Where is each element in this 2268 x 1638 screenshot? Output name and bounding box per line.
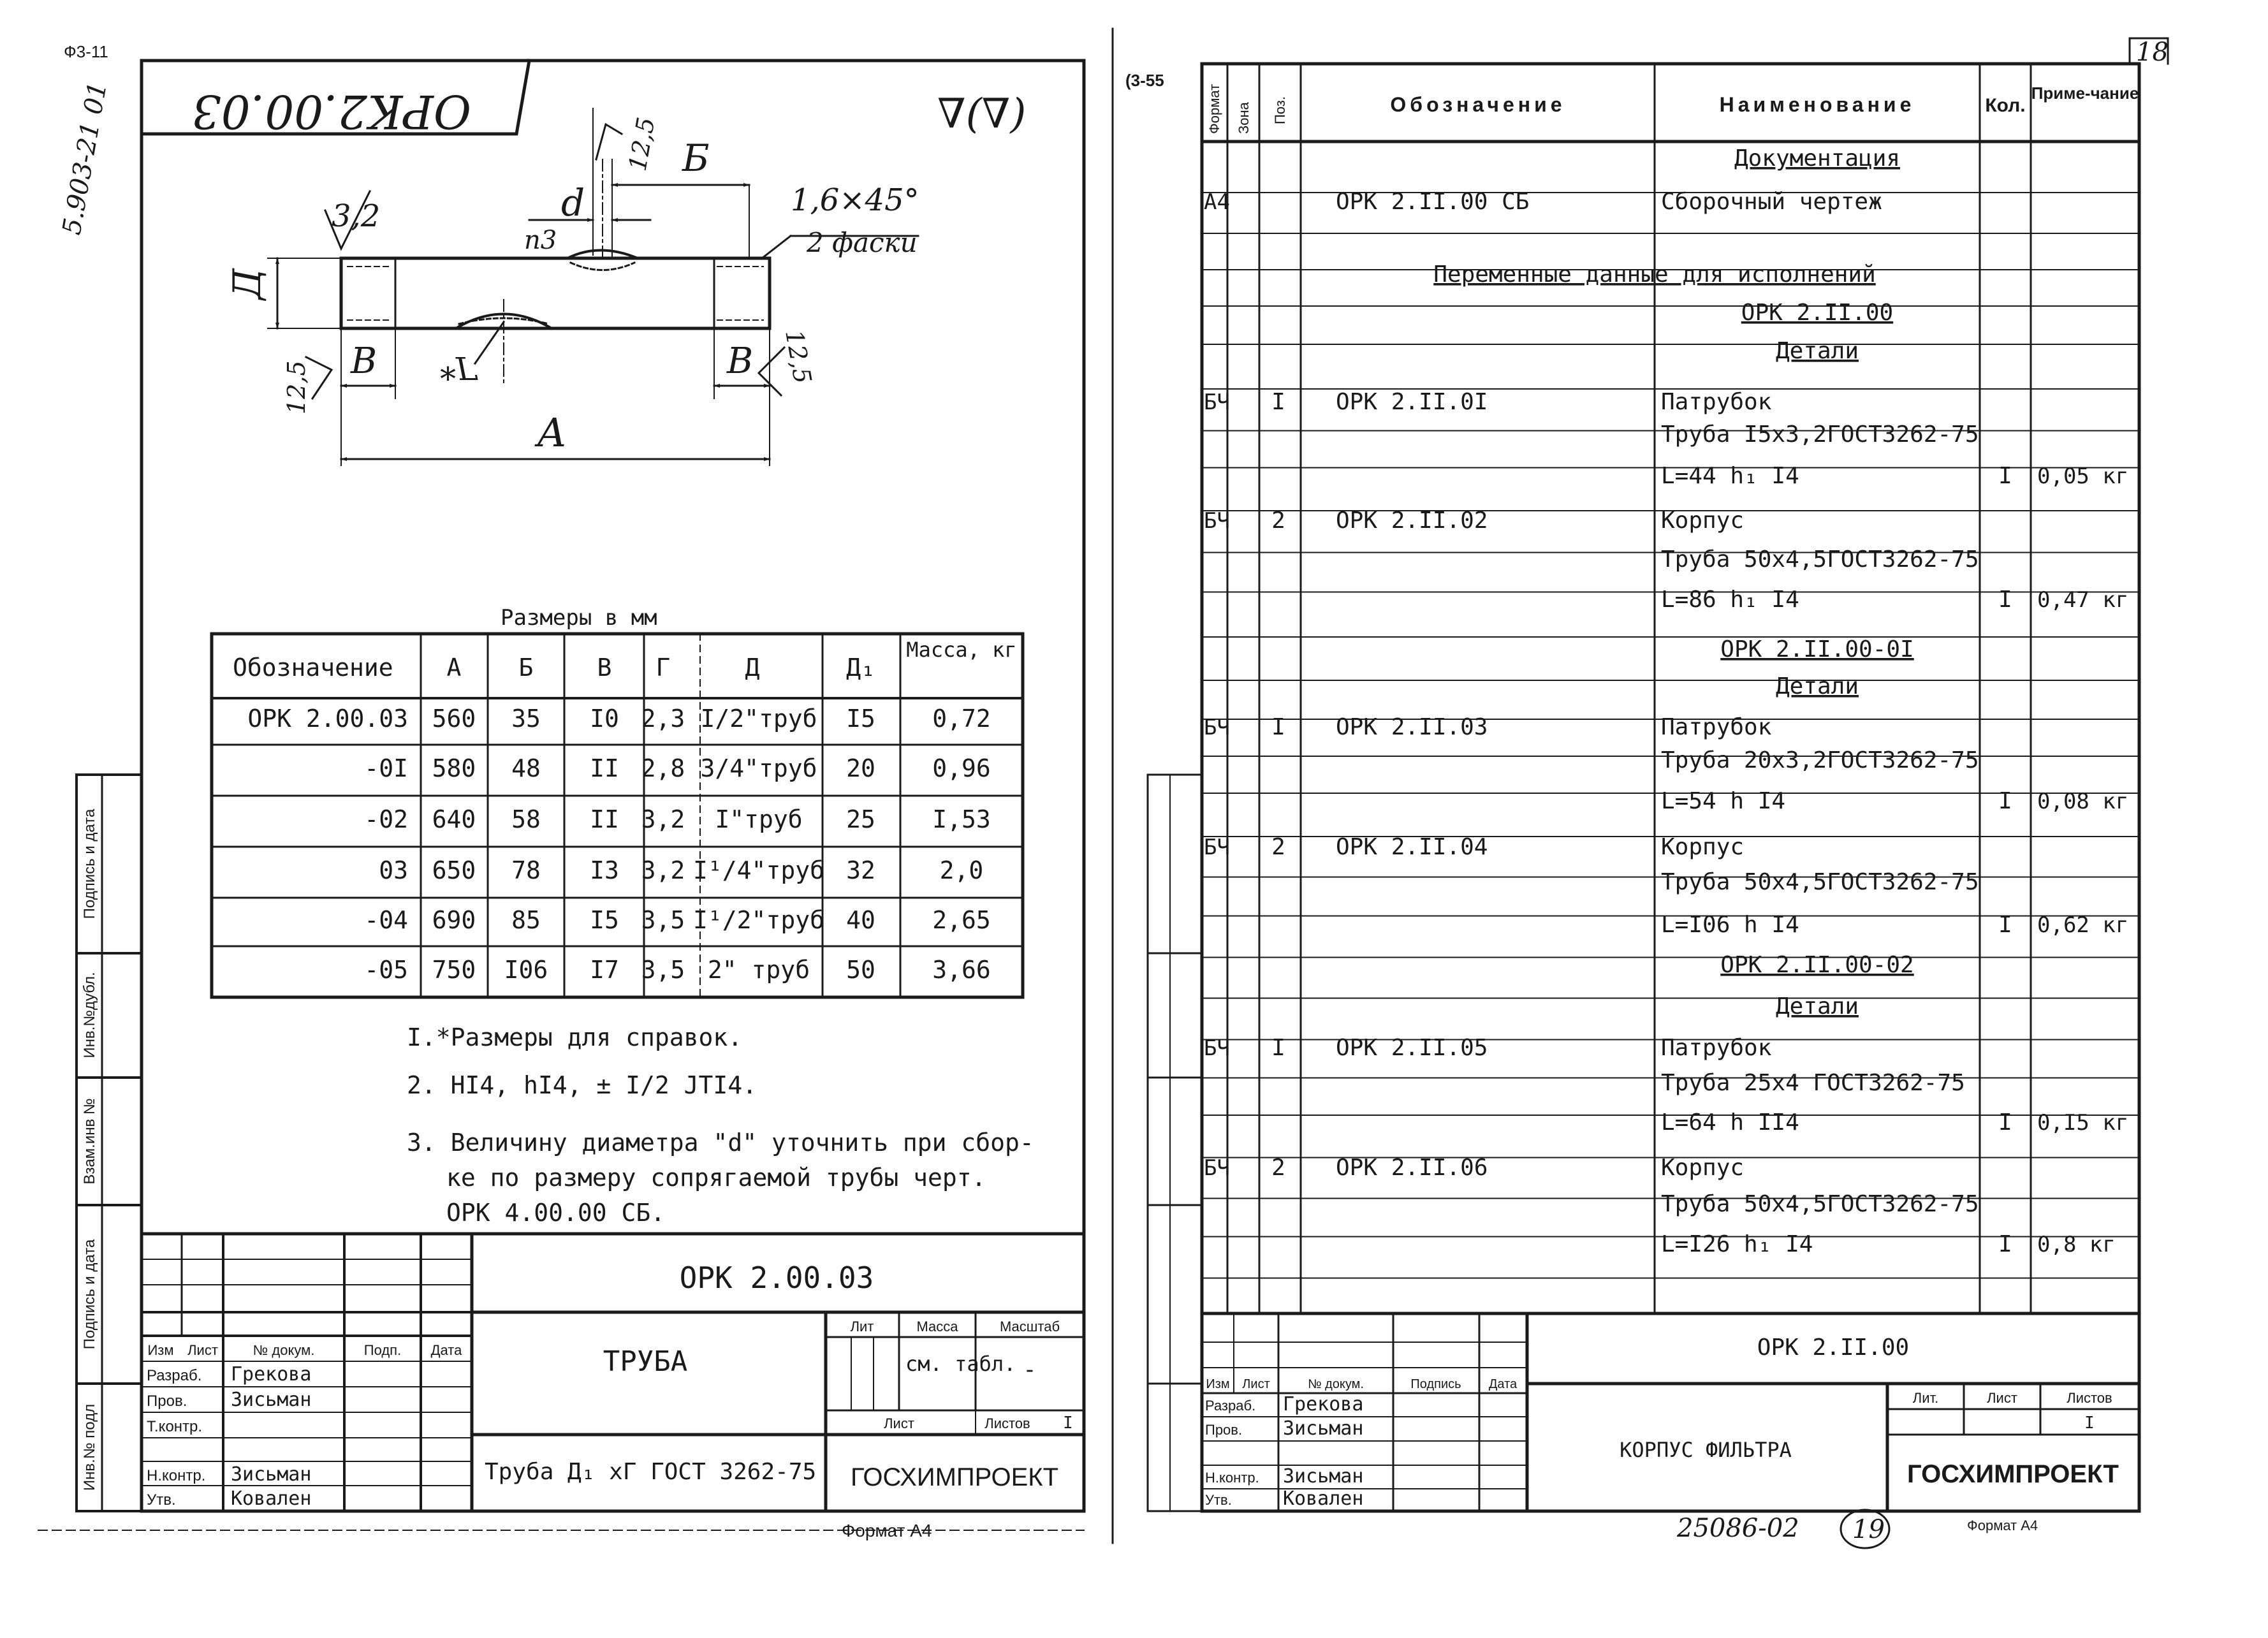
dim-cell-r1-c5: 3/4"труб xyxy=(700,754,817,782)
spec-name-18: Труба 50х4,5ГОСТ3262-75 xyxy=(1661,869,1979,895)
left-role-3: Н.контр. xyxy=(147,1467,206,1484)
left-person-4: Ковален xyxy=(231,1488,312,1510)
spec-note-8: 0,05 кг xyxy=(2037,464,2129,489)
spec-pos-22: I xyxy=(1271,1035,1285,1061)
spec-qty-8: I xyxy=(1998,463,2012,489)
spec-des-1: ОРК 2.II.00 СБ xyxy=(1336,189,1530,215)
spec-th-pos: Поз. xyxy=(1272,96,1288,124)
left-role-4: Утв. xyxy=(147,1491,176,1509)
label-v-left: В xyxy=(351,340,377,382)
right-role-0: Разраб. xyxy=(1205,1398,1256,1414)
spec-name-24: L=64 h II4 xyxy=(1661,1109,1799,1136)
spec-fmt-17: БЧ xyxy=(1204,835,1230,860)
right-person-3: Зисьман xyxy=(1283,1465,1364,1488)
spec-name-12: ОРК 2.II.00-0I xyxy=(1720,636,1914,662)
dim-cell-r1-c4: 2,8 xyxy=(641,754,685,782)
dim-cell-r1-c0: -0I xyxy=(364,754,408,782)
note-line-2: 3. Величину диаметра "d" уточнить при сбор- xyxy=(407,1129,1034,1157)
dim-cell-r3-c1: 650 xyxy=(432,856,476,884)
left-designation: ОРК 2.00.03 xyxy=(679,1261,874,1295)
right-sheets-value: I xyxy=(2084,1414,2095,1433)
bottom-codes xyxy=(842,1510,2038,1548)
spec-name-20: ОРК 2.II.00-02 xyxy=(1720,952,1914,978)
right-title-block-labels xyxy=(1205,1335,2119,1510)
spec-fmt-1: А4 xyxy=(1204,189,1230,215)
spec-des-14: ОРК 2.II.03 xyxy=(1336,714,1488,740)
spec-th-note: Приме-чание xyxy=(2031,84,2139,103)
label-b-top: Б xyxy=(682,136,710,180)
left-org: ГОСХИМПРОЕКТ xyxy=(851,1463,1058,1491)
dim-cell-r2-c2: 58 xyxy=(511,805,541,833)
right-role-1: Пров. xyxy=(1205,1422,1243,1438)
label-roughness-right: 12,5 xyxy=(780,327,817,386)
left-person-1: Зисьман xyxy=(231,1389,312,1411)
bottom-code: 25086-02 xyxy=(1677,1514,1799,1543)
right-person-0: Грекова xyxy=(1283,1393,1364,1415)
spec-name-22: Патрубок xyxy=(1661,1035,1772,1061)
pipe-drawing xyxy=(268,108,918,465)
spec-pos-14: I xyxy=(1271,714,1285,740)
left-col-header-1: Лист xyxy=(187,1342,218,1358)
dim-cell-r1-c3: II xyxy=(590,754,619,782)
spec-fmt-6: БЧ xyxy=(1204,390,1230,415)
left-lit-label: Лит xyxy=(850,1319,874,1335)
dim-cell-r0-c4: 2,3 xyxy=(641,705,685,733)
spec-name-1: Сборочный чертеж xyxy=(1661,189,1882,215)
th-d1: Д₁ xyxy=(846,654,875,682)
spec-th-zone: Зона xyxy=(1236,102,1252,134)
dim-cell-r5-c5: 2" труб xyxy=(707,956,810,984)
left-col-header-3: Подп. xyxy=(363,1342,402,1358)
left-col-header-0: Изм xyxy=(147,1342,174,1358)
spec-des-6: ОРК 2.II.0I xyxy=(1336,389,1488,415)
roughness-general: ∇(∇) xyxy=(937,91,1027,138)
right-assembly-name: КОРПУС ФИЛЬТРА xyxy=(1620,1438,1792,1462)
dim-cell-r5-c0: -05 xyxy=(364,956,408,984)
dim-cell-r3-c2: 78 xyxy=(511,856,541,884)
pipe-outline xyxy=(341,258,770,328)
dim-cell-r3-c0: 03 xyxy=(379,856,408,884)
dim-cell-r0-c7: 0,72 xyxy=(932,705,991,733)
spec-qty-24: I xyxy=(1998,1109,2012,1136)
label-p3: п3 xyxy=(524,226,557,255)
label-roughness-3-2: 3,2 xyxy=(332,198,381,234)
spec-qty-11: I xyxy=(1998,587,2012,613)
label-A: А xyxy=(537,409,567,456)
dim-cell-r5-c7: 3,66 xyxy=(932,956,991,984)
dim-cell-r0-c1: 560 xyxy=(432,705,476,733)
dim-cell-r2-c3: II xyxy=(590,805,619,833)
right-person-1: Зисьман xyxy=(1283,1417,1364,1440)
dim-cell-r3-c4: 3,2 xyxy=(641,856,685,884)
dim-cell-r5-c6: 50 xyxy=(846,956,875,984)
spec-qty-16: I xyxy=(1998,788,2012,814)
dim-cell-r4-c7: 2,65 xyxy=(932,906,991,934)
sheet-code-left: 5.903-21 01 xyxy=(57,79,113,237)
spec-table-header xyxy=(1206,84,2139,134)
dim-cell-r1-c2: 48 xyxy=(511,754,541,782)
right-sheets-label: Листов xyxy=(2067,1390,2112,1406)
th-b: Б xyxy=(518,654,534,682)
drawing-id-mirrored: ОРК2.00.03 xyxy=(191,85,472,138)
notes xyxy=(407,1023,1034,1227)
th-designation: Обозначение xyxy=(233,654,393,682)
dim-cell-r1-c7: 0,96 xyxy=(932,754,991,782)
dim-cell-r0-c3: I0 xyxy=(590,705,619,733)
dim-cell-r4-c6: 40 xyxy=(846,906,875,934)
left-role-0: Разраб. xyxy=(147,1367,202,1384)
spec-qty-19: I xyxy=(1998,912,2012,938)
left-title-block-labels xyxy=(147,1261,1073,1510)
dimensions-table-header xyxy=(233,638,1017,682)
left-person-3: Зисьман xyxy=(231,1463,312,1486)
label-roughness-top: 12,5 xyxy=(623,115,661,173)
dim-cell-r1-c6: 20 xyxy=(846,754,875,782)
corner-top-right: 18 xyxy=(2136,38,2169,67)
note-line-4: ОРК 4.00.00 СБ. xyxy=(446,1199,666,1227)
left-side-stamp-labels xyxy=(81,808,98,1491)
right-col-header-1: Лист xyxy=(1242,1377,1270,1391)
spec-des-17: ОРК 2.II.04 xyxy=(1336,834,1488,860)
note-line-1: 2. HI4, hI4, ± I/2 JTI4. xyxy=(407,1071,757,1099)
spec-name-14: Патрубок xyxy=(1661,714,1772,740)
dim-cell-r0-c5: I/2"труб xyxy=(700,705,817,733)
left-scale-value: - xyxy=(1023,1357,1037,1383)
dim-cell-r5-c2: I06 xyxy=(504,956,548,984)
left-person-0: Грекова xyxy=(231,1363,312,1386)
spec-pos-6: I xyxy=(1271,389,1285,415)
spec-name-17: Корпус xyxy=(1661,834,1745,860)
mirrored-id-box xyxy=(142,61,529,138)
format-note-left: Формат А4 xyxy=(842,1521,932,1540)
dim-cell-r3-c3: I3 xyxy=(590,856,619,884)
dim-cell-r0-c6: I5 xyxy=(846,705,875,733)
dim-cell-r3-c7: 2,0 xyxy=(939,856,984,884)
th-d: Д xyxy=(745,654,760,682)
right-designation: ОРК 2.II.00 xyxy=(1757,1335,1910,1361)
left-stamp-label-4: Инв.№ подл xyxy=(81,1403,98,1491)
dim-cell-r2-c1: 640 xyxy=(432,805,476,833)
th-mass: Масса, кг xyxy=(906,638,1017,662)
spec-des-25: ОРК 2.II.06 xyxy=(1336,1155,1488,1181)
label-chamfer: 1,6×45° xyxy=(791,182,919,218)
th-g: Г xyxy=(655,654,671,682)
dimensions-table-rows xyxy=(247,705,990,984)
spec-th-name: Наименование xyxy=(1719,93,1915,116)
left-stamp-label-0: Подпись и дата xyxy=(81,808,98,919)
right-col-header-4: Дата xyxy=(1488,1377,1518,1391)
spec-note-24: 0,I5 кг xyxy=(2037,1110,2129,1136)
dim-cell-r4-c0: -04 xyxy=(364,906,408,934)
dim-cell-r2-c5: I"труб xyxy=(715,805,803,833)
spec-name-13: Детали xyxy=(1775,673,1859,699)
spec-name-4: ОРК 2.II.00 xyxy=(1741,300,1894,326)
dim-cell-r3-c6: 32 xyxy=(846,856,875,884)
spec-name-23: Труба 25х4 ГОСТ3262-75 xyxy=(1661,1070,1965,1096)
spec-name-19: L=I06 h I4 xyxy=(1661,912,1799,938)
left-mass-value: см. табл. xyxy=(905,1352,1016,1376)
dim-cell-r1-c1: 580 xyxy=(432,754,476,782)
sheet-code-right: (3-55 xyxy=(1125,71,1164,90)
spec-th-qty: Кол. xyxy=(1985,95,2026,116)
dim-cell-r2-c7: I,53 xyxy=(932,805,991,833)
right-role-3: Н.контр. xyxy=(1205,1470,1259,1486)
right-org: ГОСХИМПРОЕКТ xyxy=(1907,1460,2119,1488)
spec-name-0: Документация xyxy=(1734,145,1901,172)
left-stamp-label-1: Инв.№дубл. xyxy=(81,972,98,1058)
dim-cell-r3-c5: I¹/4"труб xyxy=(693,856,824,884)
th-v: В xyxy=(597,654,612,682)
spec-name-26: Труба 50х4,5ГОСТ3262-75 xyxy=(1661,1191,1979,1217)
spec-des-9: ОРК 2.II.02 xyxy=(1336,508,1488,534)
th-a: А xyxy=(446,654,462,682)
spec-pos-9: 2 xyxy=(1271,508,1285,534)
left-stamp-label-3: Подпись и дата xyxy=(81,1239,98,1350)
spec-name-6: Патрубок xyxy=(1661,389,1772,415)
note-line-3: ке по размеру сопрягаемой трубы черт. xyxy=(446,1164,986,1192)
spec-name-15: Труба 20х3,2ГОСТ3262-75 xyxy=(1661,747,1979,773)
dim-cell-r2-c6: 25 xyxy=(846,805,875,833)
dim-cell-r0-c0: ОРК 2.00.03 xyxy=(247,705,408,733)
spec-name-11: L=86 h₁ I4 xyxy=(1661,587,1799,613)
right-role-4: Утв. xyxy=(1205,1492,1232,1508)
dim-cell-r5-c1: 750 xyxy=(432,956,476,984)
spec-des-22: ОРК 2.II.05 xyxy=(1336,1035,1488,1061)
spec-note-16: 0,08 кг xyxy=(2037,789,2129,814)
spec-name-10: Труба 50х4,5ГОСТ3262-75 xyxy=(1661,546,1979,573)
drawing-labels xyxy=(225,115,919,456)
dim-cell-r4-c5: I¹/2"труб xyxy=(693,906,824,934)
right-side-stamp xyxy=(1148,775,1202,1511)
spec-name-16: L=54 h I4 xyxy=(1661,788,1786,814)
format-note-right: Формат А4 xyxy=(1967,1517,2038,1533)
left-role-1: Пров. xyxy=(147,1393,187,1410)
left-part-name: ТРУБА xyxy=(603,1345,688,1378)
note-line-0: I.*Размеры для справок. xyxy=(407,1023,743,1051)
right-col-header-0: Изм xyxy=(1206,1377,1230,1391)
spec-name-8: L=44 h₁ I4 xyxy=(1661,463,1799,489)
spec-name-25: Корпус xyxy=(1661,1155,1745,1181)
label-d: d xyxy=(561,181,585,224)
spec-name-7: Труба I5х3,2ГОСТ3262-75 xyxy=(1661,421,1979,448)
table-caption: Размеры в мм xyxy=(501,605,657,631)
dim-cell-r0-c2: 35 xyxy=(511,705,541,733)
label-g: *Г xyxy=(440,349,478,386)
spec-th-designation: Обозначение xyxy=(1390,93,1566,116)
spec-qty-27: I xyxy=(1998,1231,2012,1257)
left-sheets-label: Листов xyxy=(984,1415,1030,1431)
left-role-2: Т.контр. xyxy=(147,1418,203,1435)
spec-note-27: 0,8 кг xyxy=(2037,1232,2116,1257)
left-col-header-2: № докум. xyxy=(252,1342,315,1358)
right-sheet-label: Лист xyxy=(1987,1390,2017,1406)
right-col-header-3: Подпись xyxy=(1410,1377,1461,1391)
label-roughness-left: 12,5 xyxy=(282,360,311,414)
dim-cell-r4-c4: 3,5 xyxy=(641,906,685,934)
spec-fmt-25: БЧ xyxy=(1204,1155,1230,1181)
spec-fmt-9: БЧ xyxy=(1204,508,1230,534)
spec-name-27: L=I26 h₁ I4 xyxy=(1661,1231,1813,1257)
spec-fmt-14: БЧ xyxy=(1204,715,1230,740)
spec-pos-25: 2 xyxy=(1271,1155,1285,1181)
spec-fmt-22: БЧ xyxy=(1204,1035,1230,1061)
left-col-header-4: Дата xyxy=(430,1342,462,1358)
label-v-right: В xyxy=(727,340,754,382)
right-lit-label: Лит. xyxy=(1912,1390,1939,1406)
left-material: Труба Д₁ хГ ГОСТ 3262-75 xyxy=(485,1459,817,1485)
dim-cell-r5-c4: 3,5 xyxy=(641,956,685,984)
left-stamp-label-2: Взам.инв № xyxy=(81,1098,98,1185)
left-mass-label: Масса xyxy=(916,1319,958,1335)
spec-name-21: Детали xyxy=(1775,993,1859,1020)
right-col-header-2: № докум. xyxy=(1308,1377,1364,1391)
dim-cell-r5-c3: I7 xyxy=(590,956,619,984)
dim-cell-r4-c3: I5 xyxy=(590,906,619,934)
right-sheet-frame xyxy=(1113,29,2168,1543)
spec-pos-17: 2 xyxy=(1271,834,1285,860)
bottom-page: 19 xyxy=(1852,1515,1885,1544)
label-D: Д xyxy=(225,268,270,300)
left-sheets-value: I xyxy=(1063,1414,1073,1433)
label-chamfer-count: 2 фаски xyxy=(807,227,918,258)
right-person-4: Ковален xyxy=(1283,1488,1364,1510)
corner-top-left: Ф3-11 xyxy=(64,42,108,61)
spec-span-3: Переменные данные для исполнений xyxy=(1433,261,1876,288)
spec-note-19: 0,62 кг xyxy=(2037,912,2129,938)
dim-cell-r2-c0: -02 xyxy=(364,805,408,833)
dim-cell-r2-c4: 3,2 xyxy=(641,805,685,833)
spec-name-9: Корпус xyxy=(1661,508,1745,534)
spec-th-format: Формат xyxy=(1206,84,1222,134)
spec-table-rows xyxy=(1204,145,2128,1257)
spec-note-11: 0,47 кг xyxy=(2037,587,2129,613)
dim-cell-r4-c2: 85 xyxy=(511,906,541,934)
left-scale-label: Масштаб xyxy=(999,1319,1060,1335)
spec-name-5: Детали xyxy=(1775,338,1859,364)
dim-cell-r4-c1: 690 xyxy=(432,906,476,934)
left-sheet-label: Лист xyxy=(884,1415,914,1431)
